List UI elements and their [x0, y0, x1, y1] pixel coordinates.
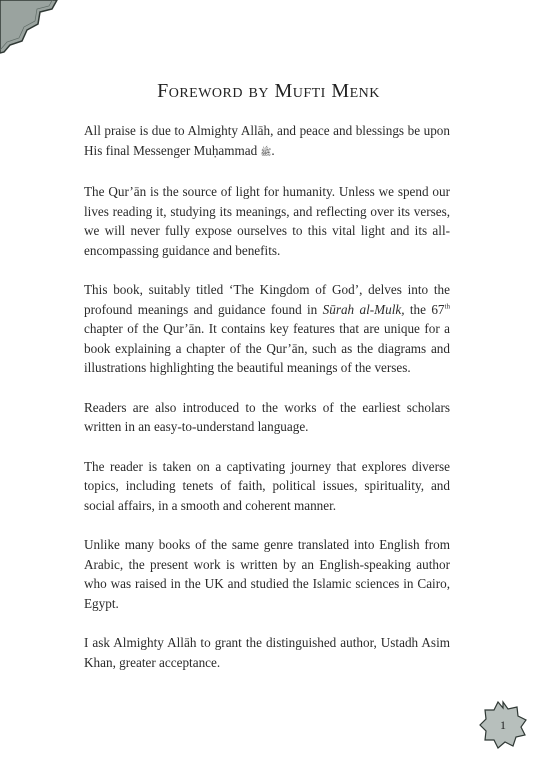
paragraph-text: chapter of the Qur’ān. It contains key features that are unique for a book explaining a chapter of the Qur’ān, such as the diagrams and illustrations highlighting the beautiful meanings of the verses. [84, 321, 450, 375]
page-number: 1 [500, 717, 506, 732]
paragraph-praise [84, 121, 450, 162]
paragraph-text: All praise is due to Almighty Allāh, and peace and blessings be upon His final Messenger Muḥammad [84, 123, 450, 158]
salutation-glyph-icon: ﷺ [260, 146, 272, 157]
paragraph-journey: The reader is taken on a captivating journey that explores diverse topics, including tenets of faith, political issues, spirituality, and social affairs, in a smooth and coherent manner. [84, 458, 450, 513]
paragraph-text: the 67 [404, 301, 445, 317]
page-title: Foreword by Mufti Menk [157, 80, 380, 102]
paragraph-text: . [271, 142, 275, 158]
paragraph-quran-light: The Qur’ān is the source of light for humanity. Unless we spend our lives reading it, studying its meanings, and reflecting over its verses, we will never fully expose ourselves to this vital light and its all-encompassing guidance and benefits. [84, 184, 450, 258]
paragraph-author-background: Unlike many books of the same genre translated into English from Arabic, the present work is written by an English-speaking author who was raised in the UK and studied the Islamic sciences in Cairo, Egypt. [84, 537, 450, 611]
paragraph-scholars: Readers are also introduced to the works of the earliest scholars written in an easy-to-understand language. [84, 399, 450, 434]
paragraph-text: This book, suitably titled ‘The Kingdom of God’, delves into the profound meanings and guidance found in [84, 282, 450, 317]
star-ornament-icon [0, 0, 70, 60]
surah-name: Sūrah al-Mulk, [322, 301, 405, 317]
paragraph-prayer: I ask Almighty Allāh to grant the distinguished author, Ustadh Asim Khan, greater acceptance. [84, 635, 450, 670]
foreword-body [84, 121, 450, 692]
paragraph-book-intro [84, 280, 450, 378]
ordinal-suffix: th [444, 302, 450, 311]
